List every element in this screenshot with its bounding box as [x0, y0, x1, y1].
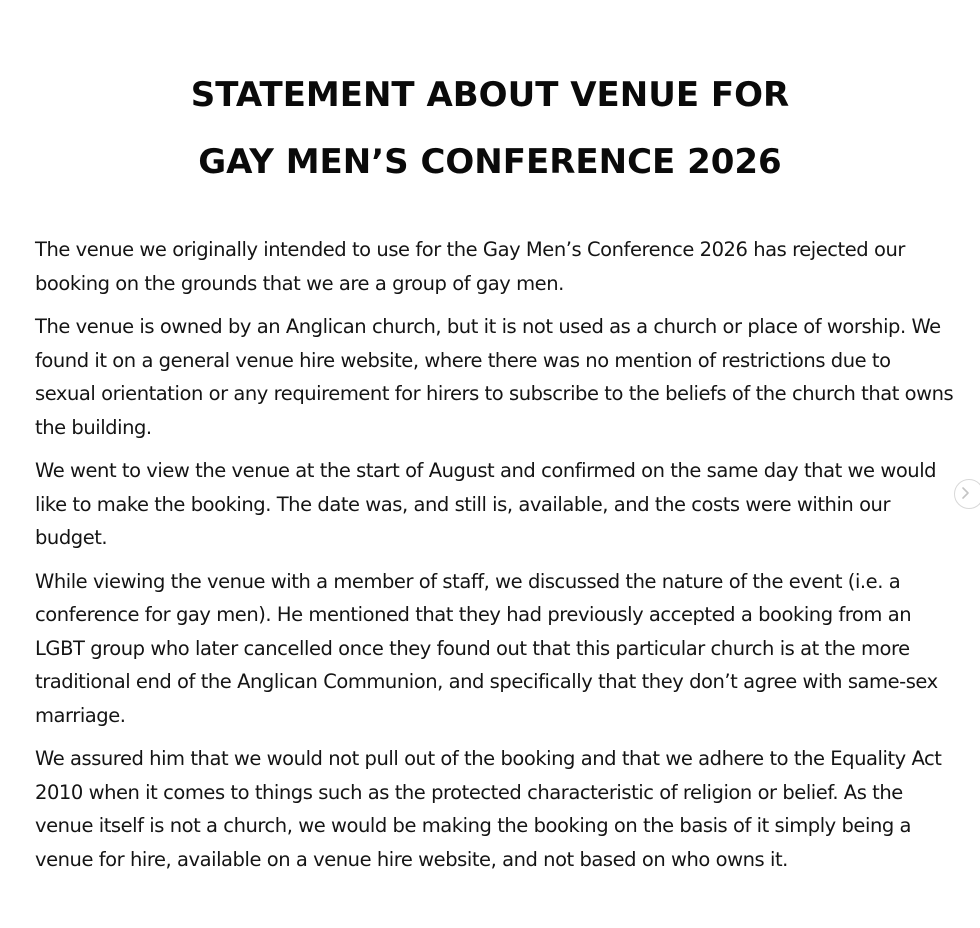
- statement-body: [35, 233, 955, 886]
- paragraph-3: We went to view the venue at the start of August and confirmed on the same day that we would like to make the booking. The date was, and still is, available, and the costs were within our budget.: [35, 459, 937, 549]
- next-slide-button[interactable]: [954, 479, 980, 509]
- paragraph-4: While viewing the venue with a member of staff, we discussed the nature of the event (i.e. a conference for gay men). He mentioned that they had previously accepted a booking from an LGBT group who later cancelled once they found out that this particular church is at the more traditional end of the Anglican Communion, and specifically that they don’t agree with same-sex marriage.: [35, 569, 938, 727]
- document-title: [0, 62, 980, 196]
- paragraph-1: The venue we originally intended to use for the Gay Men’s Conference 2026 has rejected our booking on the grounds that we are a group of gay men.: [35, 238, 905, 295]
- title-line-2: GAY MEN’S CONFERENCE 2026: [198, 142, 782, 182]
- chevron-right-icon: [967, 485, 971, 504]
- paragraph-5: We assured him that we would not pull out of the booking and that we adhere to the Equality Act 2010 when it comes to things such as the protected characteristic of religion or belief. As the venue itself is not a church, we would be making the booking on the basis of it simply being a venue for hire, available on a venue hire website, and not based on who owns it.: [35, 747, 942, 871]
- title-line-1: STATEMENT ABOUT VENUE FOR: [190, 75, 790, 115]
- paragraph-2: The venue is owned by an Anglican church, but it is not used as a church or place of worship. We found it on a general venue hire website, where there was no mention of restrictions due to sexual orientation or any requirement for hirers to subscribe to the beliefs of the church that owns the building.: [35, 315, 954, 439]
